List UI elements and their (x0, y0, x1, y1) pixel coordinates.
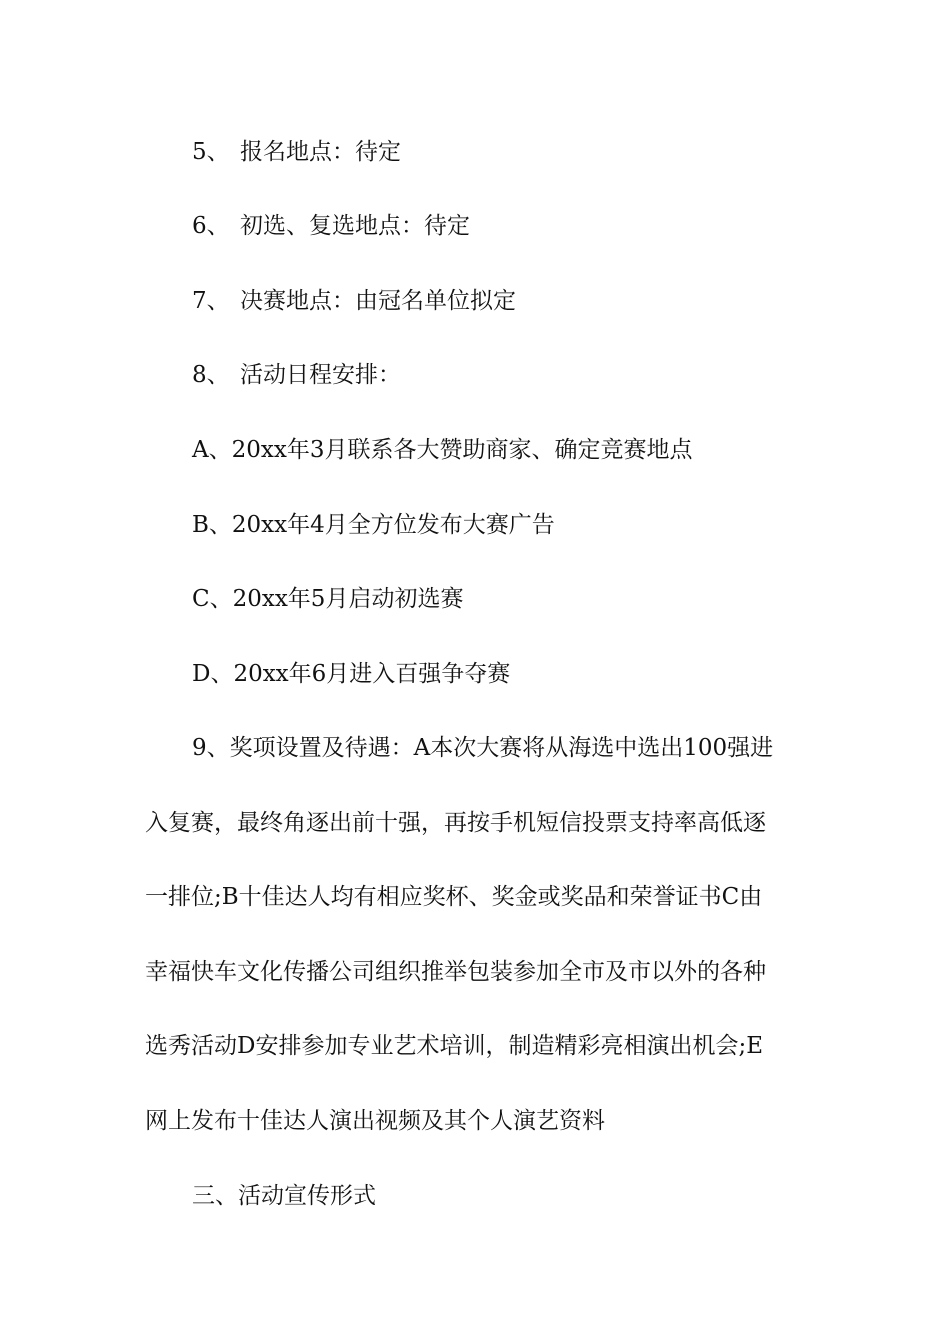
item-number: 7、 (192, 288, 230, 314)
item-8 (192, 360, 401, 390)
schedule-item-d: D、20xx年6月进入百强争夺赛 (192, 661, 511, 687)
awards-line: 网上发布十佳达人演出视频及其个人演艺资料 (145, 1108, 605, 1134)
item-7 (192, 286, 516, 316)
section-heading: 三、活动宣传形式 (192, 1183, 376, 1209)
item-5 (192, 137, 401, 167)
awards-line: 选秀活动D安排参加专业艺术培训，制造精彩亮相演出机会;E (145, 1033, 763, 1059)
item-number: 8、 (192, 362, 230, 388)
item-number: 6、 (192, 213, 230, 239)
schedule-item-c: C、20xx年5月启动初选赛 (192, 586, 464, 612)
item-number: 5、 (192, 139, 230, 165)
awards-line: 9、奖项设置及待遇：A本次大赛将从海选中选出100强进 (192, 735, 774, 761)
item-text: 初选、复选地点：待定 (240, 213, 470, 239)
item-6 (192, 211, 470, 241)
awards-line: 幸福快车文化传播公司组织推举包装参加全市及市以外的各种 (145, 959, 766, 985)
awards-line: 一排位;B十佳达人均有相应奖杯、奖金或奖品和荣誉证书C由 (145, 884, 763, 910)
item-text: 报名地点：待定 (240, 139, 401, 165)
item-text: 活动日程安排： (240, 362, 401, 388)
schedule-item-a: A、20xx年3月联系各大赞助商家、确定竞赛地点 (192, 437, 693, 463)
schedule-item-b: B、20xx年4月全方位发布大赛广告 (192, 512, 555, 538)
item-text: 决赛地点：由冠名单位拟定 (240, 288, 516, 314)
awards-line: 入复赛，最终角逐出前十强，再按手机短信投票支持率高低逐 (145, 810, 766, 836)
